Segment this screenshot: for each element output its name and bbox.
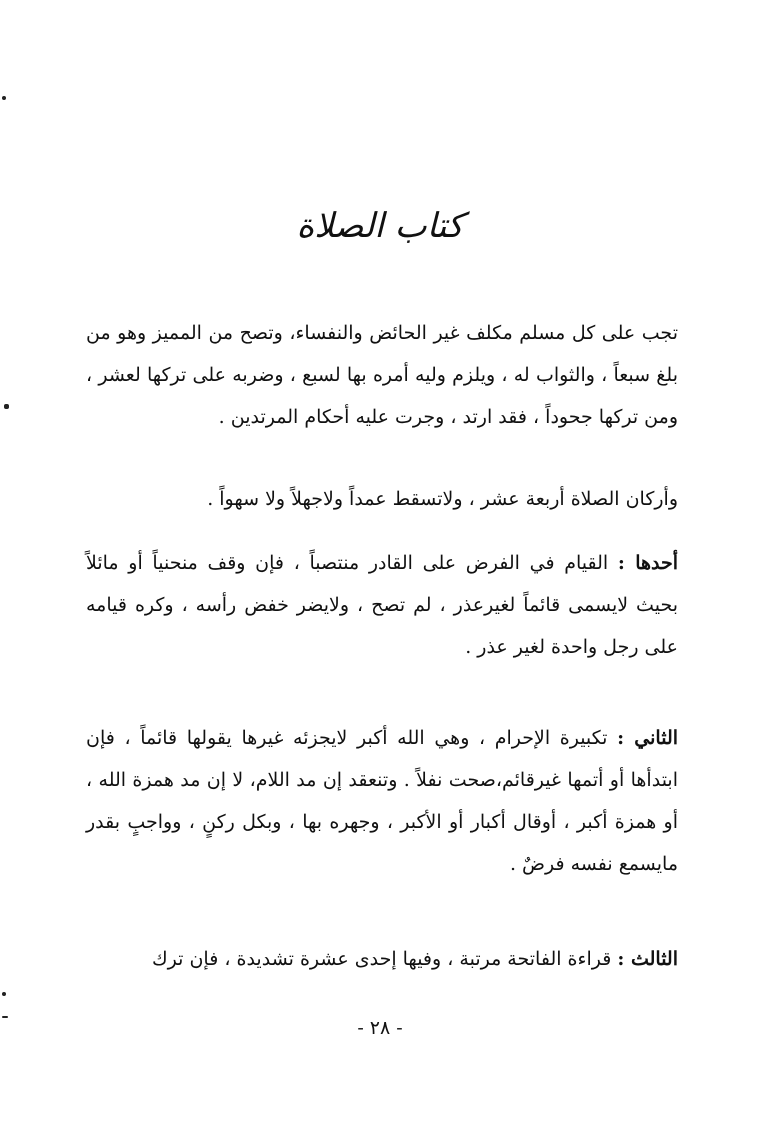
paragraph-obligation — [86, 312, 678, 438]
paragraph-text: قراءة الفاتحة مرتبة ، وفيها إحدى عشرة تشديدة ، فإن ترك — [152, 948, 618, 970]
paragraph-lead: أحدها : — [617, 552, 679, 574]
paragraph-first-pillar — [86, 542, 678, 668]
scan-edge-mark — [2, 96, 6, 100]
paragraph-text: وأركان الصلاة أربعة عشر ، ولاتسقط عمداً ولاجهلاً ولا سهواً . — [207, 488, 678, 510]
paragraph-lead: الثالث : — [617, 948, 678, 970]
paragraph-text: تكبيرة الإحرام ، وهي الله أكبر لايجزئه غيرها يقولها قائماً ، فإن ابتدأها أو أتمها غيرقائم،صحت نفلاً . وتنعقد إن مد اللام، لا إن مد همزة الله ، أو همزة أكبر ، أوقال أكبار أو الأكبر ، وجهره بها ، وبكل ركنٍ ، وواجبٍ بقدر مايسمع نفسه فرضٌ . — [86, 727, 678, 875]
paragraph-second-pillar — [86, 717, 678, 885]
scan-edge-mark — [4, 404, 9, 409]
chapter-title: كتاب الصلاة — [296, 206, 464, 246]
paragraph-third-pillar — [86, 938, 678, 980]
paragraph-lead: الثاني : — [617, 727, 679, 749]
paragraph-text: القيام في الفرض على القادر منتصباً ، فإن وقف منحنياً أو مائلاً بحيث لايسمى قائماً لغيرعذر ، لم تصح ، ولايضر خفض رأسه ، وكره قيامه على رجل واحدة لغير عذر . — [86, 552, 678, 658]
scan-edge-mark — [2, 992, 6, 996]
page-number: - ٢٨ - — [357, 1017, 403, 1039]
paragraph-text: تجب على كل مسلم مكلف غير الحائض والنفساء، وتصح من المميز وهو من بلغ سبعاً ، والثواب له ، ويلزم وليه أمره بها لسبع ، وضربه على تركها لعشر ، ومن تركها جحوداً ، فقد ارتد ، وجرت عليه أحكام المرتدين . — [86, 322, 678, 428]
paragraph-pillars — [86, 478, 678, 520]
